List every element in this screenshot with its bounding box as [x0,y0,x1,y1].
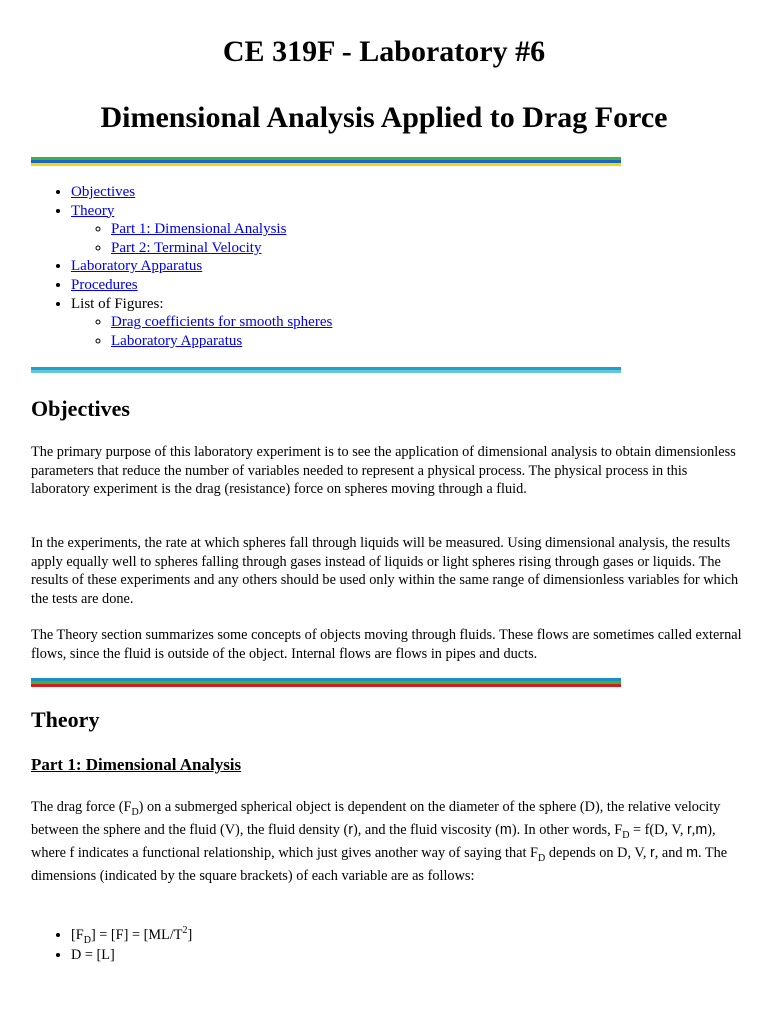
toc-link-figure-apparatus[interactable]: Laboratory Apparatus [111,332,243,349]
page-title: CE 319F - Laboratory #6 [222,35,546,68]
dimension-list [31,925,192,965]
toc-item [71,257,332,276]
page-subtitle: Dimensional Analysis Applied to Drag Force [100,101,668,134]
section-heading-objectives: Objectives [31,396,130,421]
objectives-paragraph: The primary purpose of this laboratory experiment is to see the application of dimensional analysis to obtain dimensionless parameters that reduce the number of variables needed to represent a physical process. The physical process in this laboratory experiment is the drag (resistance) force on spheres moving through a fluid. [31,444,736,498]
toc-link-apparatus[interactable]: Laboratory Apparatus [71,258,203,275]
toc-link-procedures[interactable]: Procedures [71,276,138,293]
toc-link-figure-drag[interactable]: Drag coefficients for smooth spheres [111,314,333,331]
toc-link-part2[interactable]: Part 2: Terminal Velocity [111,239,262,256]
list-item: • $[F_D] = [F] = [ML/T^2]$ [71,925,192,945]
toc-link-theory[interactable]: Theory [71,202,115,219]
divider-rule [31,157,621,166]
toc-link-part1[interactable]: Part 1: Dimensional Analysis [111,221,287,238]
toc-subitem [111,239,332,258]
subsection-heading-part1: Part 1: Dimensional Analysis [31,755,242,774]
theory-paragraph: The drag force $(F_D)$ on a submerged spherical object is dependent on the diameter of the sphere (D), the relative velocity between the sphere and the fluid (V), the fluid density (r), and the fluid viscosity (m). In other words, $F_D = f(D$, V, r,m), where f indicates a functional relationship, which just gives another way of saying that $F_D$ depends on D, V, r, and m. The dimensions (indicated by the square brackets) of each variable are as follows: [31,799,728,884]
section-heading-theory: Theory [31,707,100,732]
list-item: • D = [L] [71,945,192,965]
toc-item [71,295,332,351]
toc-item [71,202,332,258]
toc-item [71,276,332,295]
toc-link-objectives[interactable]: Objectives [71,184,136,200]
toc-figures-label: List of Figures: [71,295,164,312]
toc-subitem [111,220,332,239]
toc-subitem [111,313,332,332]
toc-subitem [111,332,332,351]
divider-rule [31,367,621,373]
objectives-paragraph: The Theory section summarizes some concepts of objects moving through fluids. These flows are sometimes called external flows, since the fluid is outside of the object. Internal flows are flows in pipes and ducts. [31,627,742,662]
divider-rule [31,678,621,687]
table-of-contents [31,183,332,350]
objectives-paragraph: In the experiments, the rate at which spheres fall through liquids will be measured. Using dimensional analysis, the results apply equally well to spheres falling through gases instead of liquids or light spheres rising through gases or liquids. The results of these experiments and any others should be used only within the same range of dimensionless variables for which the tests are done. [31,535,739,607]
toc-item [71,183,332,202]
